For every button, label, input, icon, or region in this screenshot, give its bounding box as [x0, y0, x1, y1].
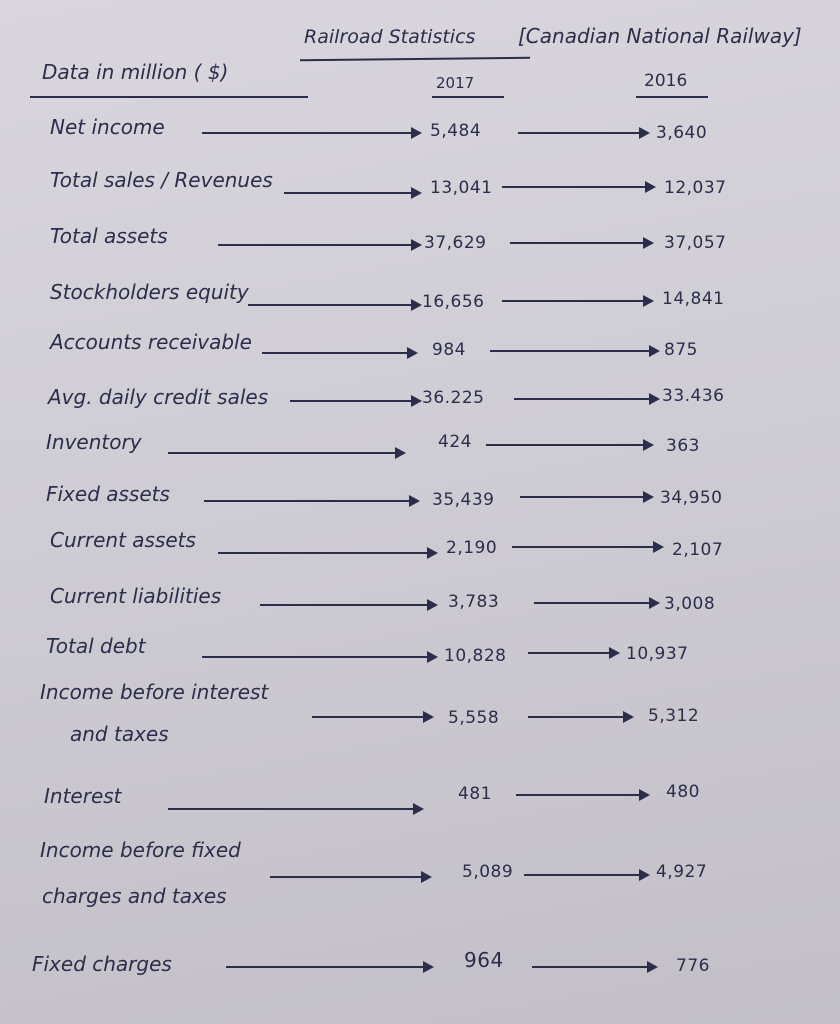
- row-label-fixed-charges: Fixed charges: [32, 952, 172, 976]
- year-2017-underline: [432, 96, 504, 98]
- value-2016: 363: [666, 436, 700, 456]
- row-label-fixed-assets: Fixed assets: [46, 482, 170, 506]
- value-2017: 36.225: [422, 388, 485, 408]
- row-arrow: [524, 874, 648, 876]
- row-label-current-assets: Current assets: [50, 528, 196, 552]
- title-underline: [300, 57, 530, 61]
- value-2017: 3,783: [448, 592, 500, 612]
- value-2017: 481: [458, 784, 492, 804]
- row-arrow: [502, 186, 654, 188]
- row-arrow: [514, 398, 658, 400]
- row-arrow: [290, 400, 420, 402]
- row-arrow: [510, 242, 652, 244]
- row-arrow: [218, 244, 420, 246]
- value-2017: 5,484: [430, 121, 482, 141]
- row-label-income-before-fixed: Income before fixed: [40, 838, 241, 862]
- row-arrow: [528, 716, 632, 718]
- year-2016-header: 2016: [644, 71, 688, 91]
- value-2016: 14,841: [662, 289, 725, 309]
- data-units-label: Data in million ( $): [42, 60, 229, 84]
- row-arrow: [518, 132, 648, 134]
- value-2016: 2,107: [672, 540, 724, 560]
- row-arrow: [248, 304, 420, 306]
- value-2017: 2,190: [446, 538, 498, 558]
- value-2016: 37,057: [664, 233, 727, 253]
- row-arrow: [202, 132, 420, 134]
- row-arrow: [284, 192, 420, 194]
- row-arrow: [168, 452, 404, 454]
- row-label-total-assets: Total assets: [50, 224, 168, 248]
- row-arrow: [528, 652, 618, 654]
- value-2017: 16,656: [422, 292, 485, 312]
- row-arrow: [262, 352, 416, 354]
- row-label-accounts-receivable: Accounts receivable: [50, 330, 252, 354]
- row-arrow: [202, 656, 436, 658]
- row-label-avg-daily-credit-sales: Avg. daily credit sales: [48, 385, 269, 409]
- value-2017: 964: [464, 948, 504, 972]
- row-arrow: [168, 808, 422, 810]
- row-label-income-before-interest: Income before interest: [40, 680, 269, 704]
- value-2016: 480: [666, 782, 700, 802]
- value-2017: 5,558: [448, 708, 500, 728]
- row-arrow: [532, 966, 656, 968]
- row-arrow: [226, 966, 432, 968]
- row-arrow: [204, 500, 418, 502]
- company-name: [Canadian National Railway]: [518, 24, 802, 48]
- row-label-total-sales: Total sales / Revenues: [50, 168, 273, 192]
- value-2017: 35,439: [432, 490, 495, 510]
- value-2017: 37,629: [424, 233, 487, 253]
- year-2017-header: 2017: [436, 74, 475, 92]
- value-2017: 10,828: [444, 646, 507, 666]
- row-arrow: [260, 604, 436, 606]
- row-arrow: [218, 552, 436, 554]
- row-label-interest: Interest: [44, 784, 122, 808]
- row-label-inventory: Inventory: [46, 430, 142, 454]
- page-title: Railroad Statistics: [304, 26, 476, 48]
- value-2016: 12,037: [664, 178, 727, 198]
- row-label-current-liabilities: Current liabilities: [50, 584, 222, 608]
- value-2016: 4,927: [656, 862, 708, 882]
- value-2017: 424: [438, 432, 472, 452]
- row-arrow: [520, 496, 652, 498]
- data-label-underline: [30, 96, 308, 98]
- row-arrow: [270, 876, 430, 878]
- row-arrow: [516, 794, 648, 796]
- year-2016-underline: [636, 96, 708, 98]
- value-2017: 984: [432, 340, 466, 360]
- row-arrow: [490, 350, 658, 352]
- value-2016: 3,008: [664, 594, 716, 614]
- row-label-stockholders-equity: Stockholders equity: [50, 280, 249, 304]
- row-label-charges-and-taxes: charges and taxes: [42, 884, 227, 908]
- value-2016: 5,312: [648, 706, 700, 726]
- row-arrow: [534, 602, 658, 604]
- value-2016: 875: [664, 340, 698, 360]
- value-2016: 776: [676, 956, 710, 976]
- row-arrow: [502, 300, 652, 302]
- row-label-and-taxes: and taxes: [70, 722, 169, 746]
- value-2016: 33.436: [662, 386, 725, 406]
- value-2017: 13,041: [430, 178, 493, 198]
- row-arrow: [312, 716, 432, 718]
- value-2016: 34,950: [660, 488, 723, 508]
- row-arrow: [512, 546, 662, 548]
- row-arrow: [486, 444, 652, 446]
- row-label-net-income: Net income: [50, 115, 165, 139]
- value-2017: 5,089: [462, 862, 514, 882]
- value-2016: 10,937: [626, 644, 689, 664]
- row-label-total-debt: Total debt: [46, 634, 146, 658]
- value-2016: 3,640: [656, 123, 708, 143]
